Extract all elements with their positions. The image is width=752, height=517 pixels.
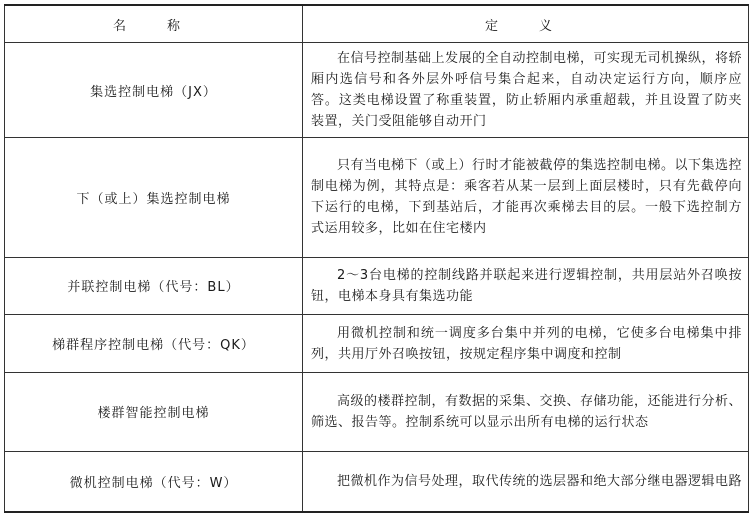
row-definition: 高级的楼群控制，有数据的采集、交换、存储功能，还能进行分析、筛选、报告等。控制系统可以显示出所有电梯的运行状态 bbox=[303, 372, 749, 451]
header-name: 名 称 bbox=[5, 5, 303, 43]
table-row bbox=[5, 372, 749, 451]
row-name: 集选控制电梯（JX） bbox=[5, 43, 303, 138]
table-header-row bbox=[5, 5, 749, 43]
table-row bbox=[5, 43, 749, 138]
row-name: 梯群程序控制电梯（代号：QK） bbox=[5, 315, 303, 373]
row-definition: 用微机控制和统一调度多台集中并列的电梯，它使多台电梯集中排列，共用厅外召唤按钮，按规定程序集中调度和控制 bbox=[303, 315, 749, 373]
row-name: 微机控制电梯（代号：W） bbox=[5, 451, 303, 512]
row-definition: 2～3台电梯的控制线路并联起来进行逻辑控制，共用层站外召唤按钮，电梯本身具有集选功能 bbox=[303, 257, 749, 315]
table-row bbox=[5, 257, 749, 315]
row-definition: 只有当电梯下（或上）行时才能被截停的集选控制电梯。以下集选控制电梯为例，其特点是：乘客若从某一层到上面层楼时，只有先截停向下运行的电梯，下到基站后，才能再次乘梯去目的层。一般下选控制方式运用较多，比如在住宅楼内 bbox=[303, 138, 749, 257]
table-row bbox=[5, 451, 749, 512]
table-row bbox=[5, 315, 749, 373]
table-row bbox=[5, 138, 749, 257]
row-name: 楼群智能控制电梯 bbox=[5, 372, 303, 451]
elevator-control-definition-table bbox=[4, 4, 749, 513]
header-definition: 定 义 bbox=[303, 5, 749, 43]
row-name: 下（或上）集选控制电梯 bbox=[5, 138, 303, 257]
row-definition: 把微机作为信号处理，取代传统的选层器和绝大部分继电器逻辑电路 bbox=[303, 451, 749, 512]
row-name: 并联控制电梯（代号：BL） bbox=[5, 257, 303, 315]
row-definition: 在信号控制基础上发展的全自动控制电梯，可实现无司机操纵，将轿厢内选信号和各外层外呼信号集合起来，自动决定运行方向，顺序应答。这类电梯设置了称重装置，防止轿厢内承重超载，并且设置了防夹装置，关门受阻能够自动开门 bbox=[303, 43, 749, 138]
